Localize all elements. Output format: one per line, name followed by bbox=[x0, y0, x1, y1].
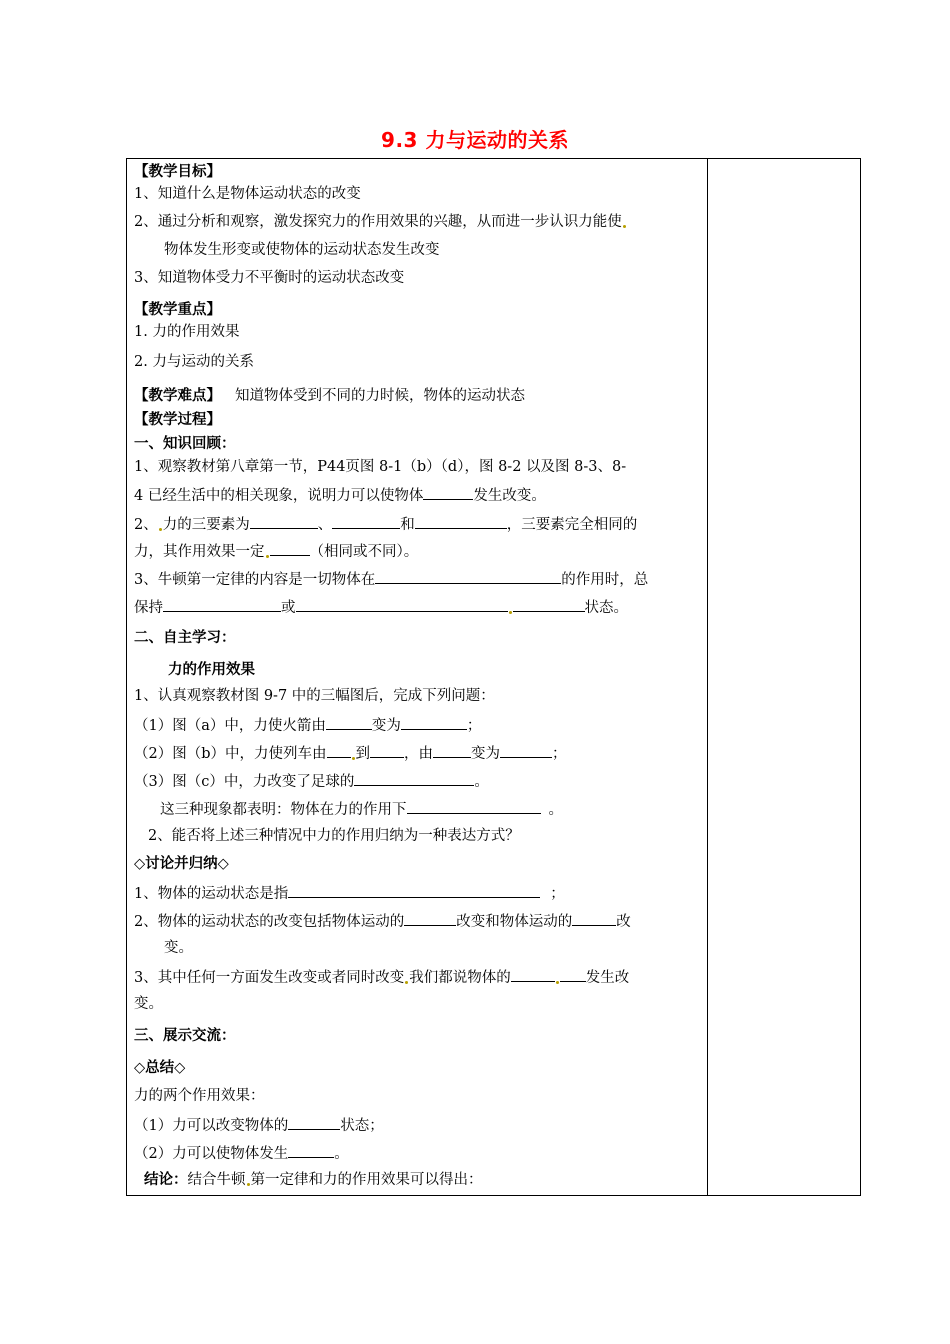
blank-field[interactable] bbox=[163, 596, 281, 612]
objectives-heading: 【教学目标】 bbox=[134, 163, 221, 180]
review-q2a-t4: ，三要素完全相同的 bbox=[506, 517, 638, 533]
review-q2a-t3: 和 bbox=[400, 517, 415, 533]
discussion-d2 bbox=[134, 910, 631, 932]
review-q3b-pre: 保持 bbox=[134, 600, 163, 616]
dot-mark bbox=[556, 981, 559, 984]
self-study-c-pre: （3）图（c）中，力改变了足球的 bbox=[134, 774, 355, 790]
review-q3a bbox=[134, 568, 648, 590]
discussion-d2-pre: 2、物体的运动状态的改变包括物体运动的 bbox=[134, 914, 405, 930]
summary-conclusion bbox=[144, 1170, 483, 1190]
blank-field[interactable] bbox=[401, 714, 467, 730]
discussion-d3-post: 发生改 bbox=[585, 970, 630, 986]
review-q1b-pre: 4 已经生活中的相关现象，说明力可以使物体 bbox=[134, 488, 424, 504]
review-q3a-post: 的作用时，总 bbox=[561, 572, 649, 588]
summary-e1-post: 状态； bbox=[340, 1118, 384, 1134]
self-study-a bbox=[134, 714, 481, 736]
self-study-b-t3: 变为 bbox=[471, 746, 501, 762]
summary-e2-post: 。 bbox=[334, 1146, 349, 1162]
review-q3b bbox=[134, 596, 628, 618]
self-study-summary-pre: 这三种现象都表明：物体在力的作用下 bbox=[160, 802, 407, 818]
blank-field[interactable] bbox=[375, 568, 561, 584]
review-q2b bbox=[134, 540, 418, 562]
self-study-c bbox=[134, 770, 489, 792]
notes-column-divider bbox=[707, 158, 708, 1196]
keypoint-1: 1. 力的作用效果 bbox=[134, 324, 240, 340]
discussion-d1 bbox=[134, 882, 565, 904]
blank-field[interactable] bbox=[270, 540, 310, 556]
objective-3: 3、知道物体受力不平衡时的运动状态改变 bbox=[134, 270, 405, 286]
blank-field[interactable] bbox=[433, 742, 471, 758]
self-study-b-pre: （2）图（b）中，力使列车由 bbox=[134, 746, 327, 762]
self-study-c-post: 。 bbox=[474, 774, 489, 790]
blank-field[interactable] bbox=[415, 513, 507, 529]
summary-e2-pre: （2）力可以使物体发生 bbox=[134, 1146, 289, 1162]
self-study-q1: 1、认真观察教材图 9-7 中的三幅图后，完成下列问题： bbox=[134, 688, 495, 704]
objective-2a-text: 2、通过分析和观察，激发探究力的作用效果的兴趣，从而进一步认识力能使 bbox=[134, 214, 622, 230]
blank-field[interactable] bbox=[288, 1114, 340, 1130]
blank-field[interactable] bbox=[572, 910, 616, 926]
dot-mark bbox=[247, 1183, 250, 1186]
review-q1b-post: 发生改变。 bbox=[473, 488, 546, 504]
review-q1b bbox=[134, 484, 546, 506]
review-q2b-pre: 力，其作用效果一定 bbox=[134, 544, 265, 560]
discussion-d3-mid: 我们都说物体的 bbox=[409, 970, 511, 986]
self-study-q2: 2、能否将上述三种情况中力的作用归纳为一种表达方式？ bbox=[148, 828, 520, 844]
review-q2a-t1: 力的三要素为 bbox=[162, 517, 250, 533]
objective-1: 1、知道什么是物体运动状态的改变 bbox=[134, 186, 361, 202]
discussion-d3-pre: 3、其中任何一方面发生改变或者同时改变 bbox=[134, 970, 405, 986]
conclusion-text-a: 结合牛顿 bbox=[187, 1172, 246, 1188]
dot-mark bbox=[623, 225, 626, 228]
discussion-d2-mid: 改变和物体运动的 bbox=[456, 914, 573, 930]
self-study-summary bbox=[160, 798, 563, 820]
difficulty-line bbox=[134, 386, 525, 406]
process-heading: 【教学过程】 bbox=[134, 411, 221, 428]
conclusion-label: 结论： bbox=[144, 1171, 188, 1188]
blank-field[interactable] bbox=[327, 742, 351, 758]
discussion-d2b: 变。 bbox=[164, 940, 193, 956]
self-study-b-post: ； bbox=[552, 746, 567, 762]
review-q2a-t2: 、 bbox=[317, 517, 333, 533]
discussion-d3b: 变。 bbox=[134, 996, 163, 1012]
dot-mark bbox=[159, 528, 162, 531]
discussion-d1-post: ； bbox=[550, 886, 565, 902]
blank-field[interactable] bbox=[511, 966, 555, 982]
blank-field[interactable] bbox=[326, 714, 372, 730]
summary-heading: ◇总结◇ bbox=[134, 1059, 186, 1076]
blank-field[interactable] bbox=[423, 484, 473, 500]
difficulty-heading: 【教学难点】 bbox=[134, 387, 221, 404]
review-q1a: 1、观察教材第八章第一节，P44页图 8-1（b）（d），图 8-2 以及图 8-3、8- bbox=[134, 459, 627, 475]
self-study-a-mid: 变为 bbox=[371, 718, 401, 734]
discussion-d1-pre: 1、物体的运动状态是指 bbox=[134, 886, 289, 902]
blank-field[interactable] bbox=[288, 1142, 334, 1158]
self-study-heading: 二、自主学习： bbox=[134, 629, 236, 646]
blank-field[interactable] bbox=[370, 742, 404, 758]
blank-field[interactable] bbox=[250, 513, 318, 529]
summary-intro: 力的两个作用效果： bbox=[134, 1088, 265, 1104]
self-study-b bbox=[134, 742, 567, 764]
dot-mark bbox=[405, 981, 408, 984]
objective-2b: 物体发生形变或使物体的运动状态发生改变 bbox=[164, 242, 440, 258]
review-q2a-pre: 2、 bbox=[134, 517, 158, 533]
objective-2a bbox=[134, 212, 627, 232]
blank-field[interactable] bbox=[296, 596, 508, 612]
dot-mark bbox=[266, 555, 269, 558]
blank-field[interactable] bbox=[513, 596, 585, 612]
review-q2a bbox=[134, 513, 637, 535]
review-heading: 一、知识回顾： bbox=[134, 435, 236, 452]
conclusion-text-b: 第一定律和力的作用效果可以得出： bbox=[250, 1172, 483, 1188]
blank-field[interactable] bbox=[404, 910, 456, 926]
self-study-a-post: ； bbox=[466, 718, 482, 734]
page-title: 9.3 力与运动的关系 bbox=[381, 128, 569, 152]
discussion-d2-post: 改 bbox=[616, 914, 631, 930]
review-q3b-post: 状态。 bbox=[584, 600, 628, 616]
self-study-a-pre: （1）图（a）中，力使火箭由 bbox=[134, 718, 326, 734]
discussion-d3 bbox=[134, 966, 629, 988]
exchange-heading: 三、展示交流： bbox=[134, 1027, 236, 1044]
dot-mark bbox=[509, 611, 512, 614]
review-q2b-post: （相同或不同）。 bbox=[309, 544, 419, 560]
summary-e1-pre: （1）力可以改变物体的 bbox=[134, 1118, 289, 1134]
difficulty-text: 知道物体受到不同的力时候，物体的运动状态 bbox=[235, 388, 525, 404]
summary-e2 bbox=[134, 1142, 349, 1164]
summary-e1 bbox=[134, 1114, 384, 1136]
self-study-summary-post: 。 bbox=[548, 802, 563, 818]
blank-field[interactable] bbox=[288, 882, 540, 898]
keypoints-heading: 【教学重点】 bbox=[134, 301, 221, 318]
self-study-subheading: 力的作用效果 bbox=[168, 661, 255, 678]
discussion-heading: ◇讨论并归纳◇ bbox=[134, 855, 229, 872]
blank-field[interactable] bbox=[354, 770, 474, 786]
self-study-b-t1: 到 bbox=[355, 746, 371, 762]
self-study-b-t2: ，由 bbox=[404, 746, 434, 762]
blank-field[interactable] bbox=[332, 513, 400, 529]
blank-field[interactable] bbox=[500, 742, 552, 758]
review-q3a-pre: 3、牛顿第一定律的内容是一切物体在 bbox=[134, 572, 376, 588]
review-q3b-mid: 或 bbox=[281, 600, 296, 616]
keypoint-2: 2. 力与运动的关系 bbox=[134, 354, 254, 370]
blank-field[interactable] bbox=[407, 798, 541, 814]
dot-mark bbox=[352, 757, 355, 760]
blank-field[interactable] bbox=[560, 966, 586, 982]
